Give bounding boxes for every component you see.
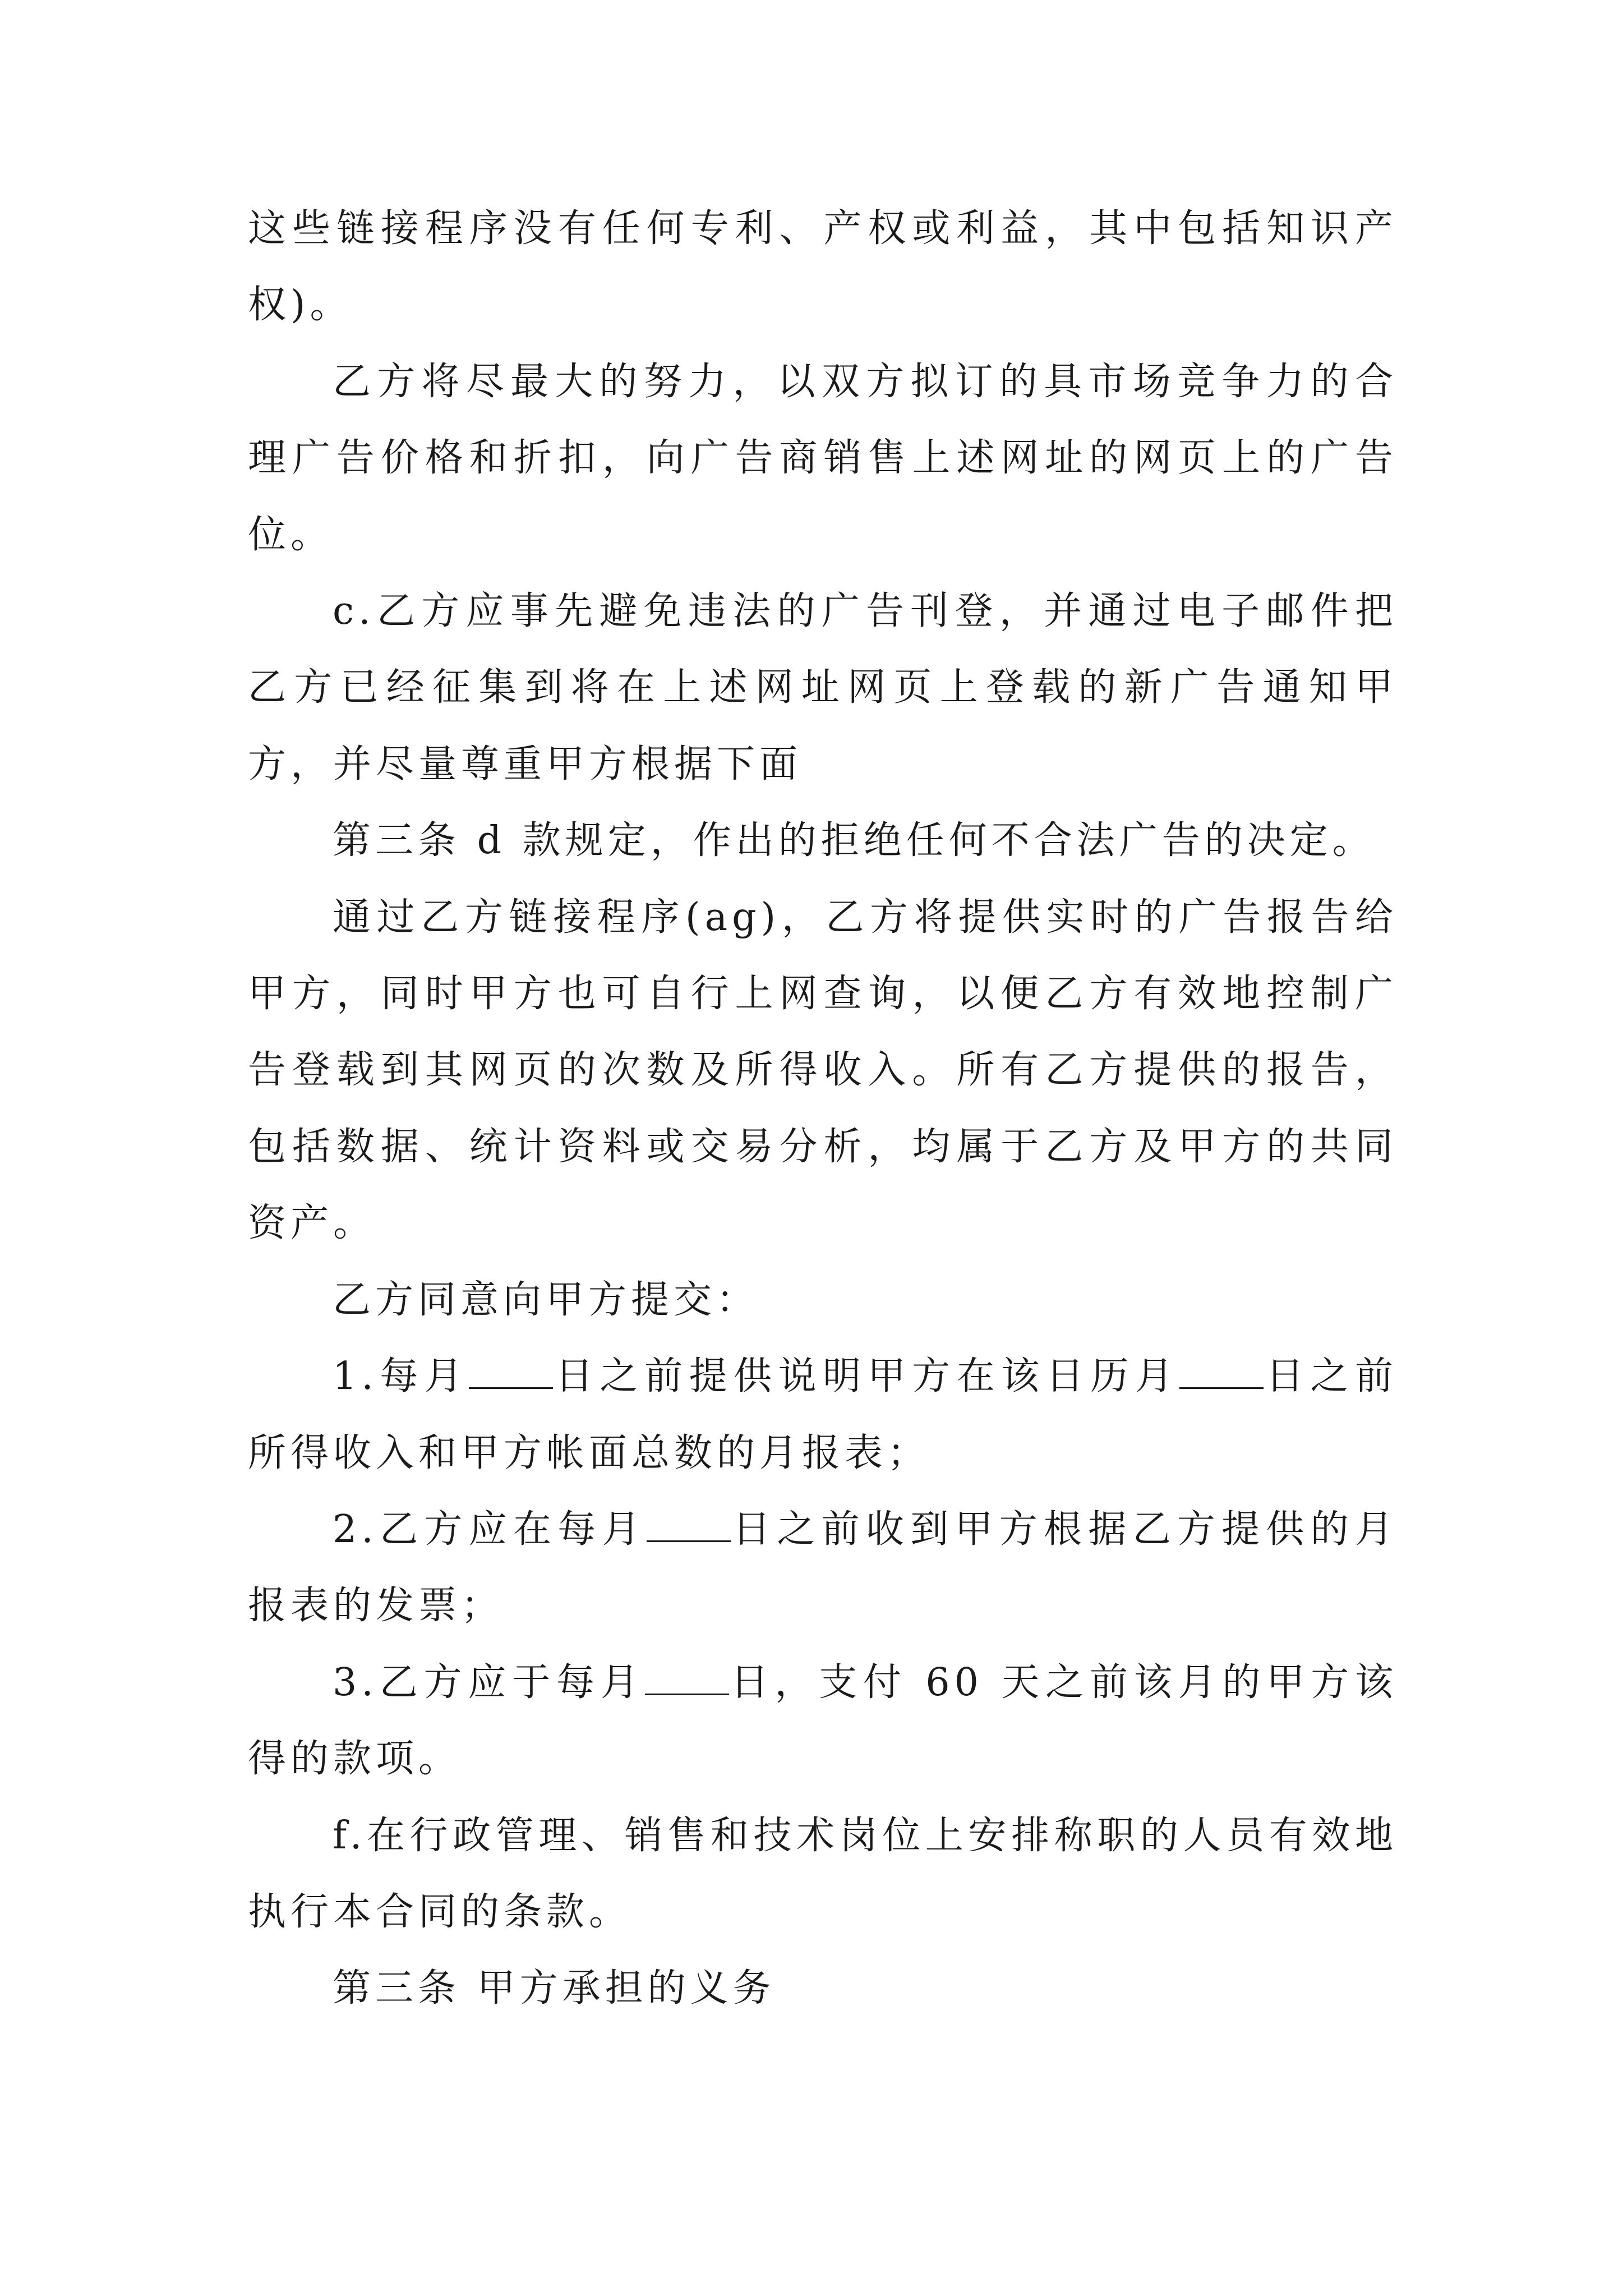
paragraph-text: 日，支付 60 天之前该月的甲方该得的款项。 xyxy=(248,1660,1398,1782)
paragraph-submission-intro xyxy=(248,1262,1398,1338)
paragraph-text: 这些链接程序没有任何专利、产权或利益，其中包括知识产权)。 xyxy=(248,206,1398,328)
fill-in-blank xyxy=(645,1661,729,1695)
paragraph-ad-reports xyxy=(248,880,1398,1262)
list-item-invoice xyxy=(248,1492,1398,1645)
list-item-payment xyxy=(248,1645,1398,1798)
paragraph-link-program-rights xyxy=(248,191,1398,344)
paragraph-text: f.在行政管理、销售和技术岗位上安排称职的人员有效地执行本合同的条款。 xyxy=(248,1813,1398,1934)
fill-in-blank xyxy=(469,1355,553,1389)
paragraph-text: 乙方同意向甲方提交： xyxy=(333,1277,759,1322)
paragraph-clause-c xyxy=(248,573,1398,803)
paragraph-text: 日之前所得收入和甲方帐面总数的月报表； xyxy=(248,1354,1398,1475)
paragraph-text: 2.乙方应在每月 xyxy=(333,1507,647,1552)
section-heading-article-3 xyxy=(248,1950,1398,2027)
fill-in-blank xyxy=(1179,1355,1264,1389)
paragraph-clause-f xyxy=(248,1798,1398,1951)
paragraph-text: 乙方将尽最大的努力，以双方拟订的具市场竞争力的合理广告价格和折扣，向广告商销售上述网址的网页上的广告位。 xyxy=(248,359,1398,557)
paragraph-text: 通过乙方链接程序(ag)，乙方将提供实时的广告报告给甲方，同时甲方也可自行上网查询，以便乙方有效地控制广告登载到其网页的次数及所得收入。所有乙方提供的报告，包括数据、统计资料或交易分析，均属于乙方及甲方的共同资产。 xyxy=(248,895,1398,1246)
paragraph-clause-d-reference xyxy=(248,803,1398,879)
fill-in-blank xyxy=(647,1508,731,1542)
list-item-monthly-statement xyxy=(248,1338,1398,1492)
paragraph-text: 日之前提供说明甲方在该日历月 xyxy=(553,1354,1180,1399)
section-heading-text: 第三条 甲方承担的义务 xyxy=(333,1966,776,2011)
paragraph-text: 1.每月 xyxy=(333,1354,469,1399)
paragraph-text: 日之前收到甲方根据乙方提供的月报表的发票； xyxy=(248,1507,1398,1628)
paragraph-text: 第三条 d 款规定，作出的拒绝任何不合法广告的决定。 xyxy=(333,818,1375,863)
paragraph-text: c.乙方应事先避免违法的广告刊登，并通过电子邮件把乙方已经征集到将在上述网址网页上登载的新广告通知甲方，并尽量尊重甲方根据下面 xyxy=(248,589,1398,786)
contract-body xyxy=(248,191,1398,2027)
paragraph-ad-sales xyxy=(248,344,1398,573)
paragraph-text: 3.乙方应于每月 xyxy=(333,1660,645,1705)
